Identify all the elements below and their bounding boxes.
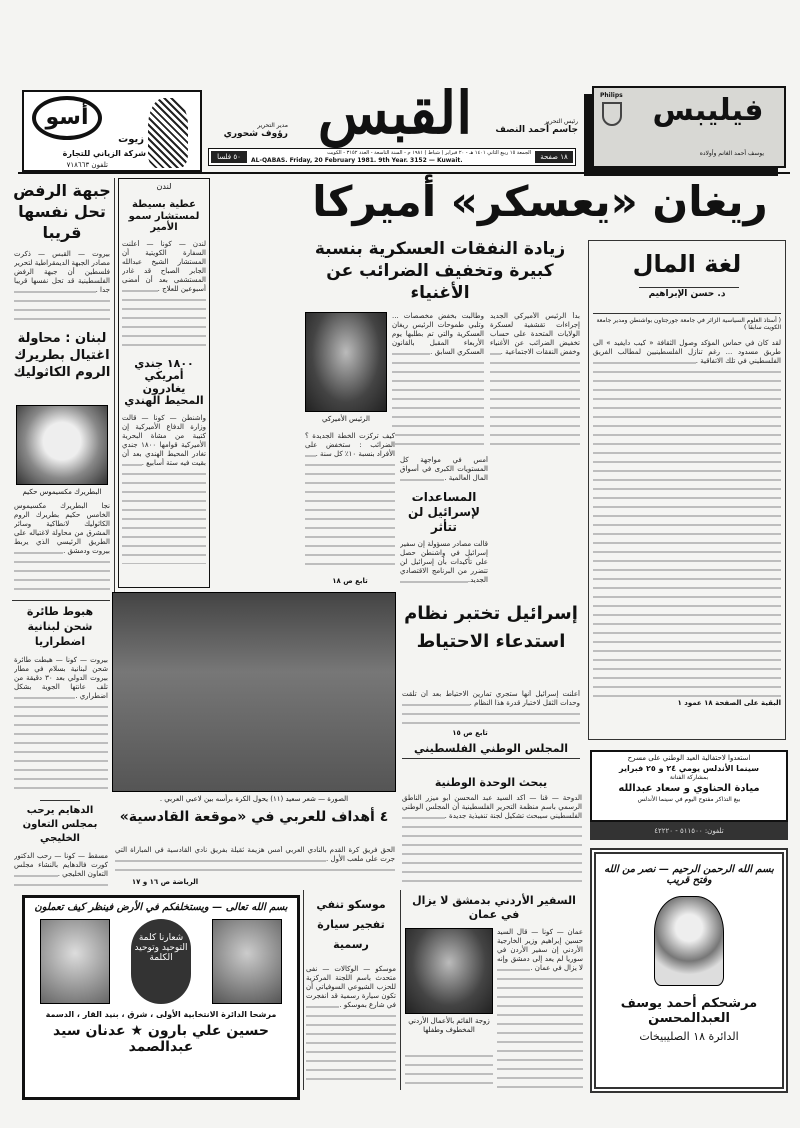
lead-text-4: أمس في مواجهة كل المستويات الكبرى في أسواق المال العالمية . [400,456,488,482]
lead-subhead: زيادة النفقات العسكرية بنسبة كبيرة وتخفيف الضرائب عن الأغنياء [314,239,566,303]
oils-product: زيوت [118,134,144,145]
pnc-body [402,794,582,886]
candidate-district: الدائرة ١٨ الصليبيخات [639,1030,739,1043]
election-slogan: شعارنا كلمة التوحيد وتوحيد الكلمة [131,919,191,1004]
masthead [18,79,790,174]
column-title: لغة المال [632,250,742,278]
date-arabic: الجمعة ١٥ ربيع الثاني ١٤٠١ هـ - ٢٠ فبراير ( شباط ) ١٩٨١ م - السنة التاسعة - العدد ٣١٥٢ - الكويت [327,150,531,156]
election-verse: بسم الله تعالى — ويستخلفكم في الأرض فينظر كيف تعملون [34,902,288,913]
reagan-photo [305,312,387,412]
lebanon-text: نجا البطريرك مكسيموس الخامس حكيم بطريرك الروم الكاثوليك لانطاكية وسائر المشرق من محاولة لاغتياله على الطريق الرئيسي الذي يربط بيروت ودمشق . [14,502,110,555]
date-english: AL-QABAS. Friday, 20 February 1981. 9th Year. 3152 — Kuwait. [251,157,463,164]
cinema-line4: بيع التذاكر مفتوح اليوم في سينما الأندلس [637,796,741,803]
london-kicker: لندن [156,182,172,191]
candidate-photo-2 [40,919,110,1004]
lebanon-body [14,502,110,597]
philips-ad [592,86,786,168]
israel-headline: إسرائيل تختبر نظام استدعاء الاحتياط [404,603,578,652]
jordan-headline: السفير الأردني بدمشق لا يزال في عمان [412,894,576,921]
jordan-body [497,928,583,1088]
plane-body [14,656,108,796]
pnc-subhead: يبحث الوحدة الوطنية [434,776,548,789]
money-column [588,240,786,740]
jordan-body-2 [405,1050,493,1090]
oils-phone: تلفون ٧١٨٦٦٣ [66,161,108,169]
moscow-headline: موسكو تنفي تفجير سيارة رسمية [316,898,386,951]
london-box [118,178,210,588]
editor-in-chief-label: رئيس التحرير [544,118,578,125]
election-ad [22,895,300,1100]
lead-text-2: وطالبت بخفض مخصصات ... وتلبي طموحات الرئيس ريغان العسكرية والتي تم بطلبها يوم الأربعاء المقبل بالقانون العسكري السابق . [392,312,484,356]
candidate-name: مرشحكم أحمد يوسف العبدالمحسن [620,996,758,1026]
candidate-photo-1 [212,919,282,1004]
troops-body [122,414,206,564]
gcc-text: مسقط — كونا — رحب الدكتور كورت فالدهايم بالنشاء مجلس التعاون الخليجي . [14,852,108,878]
candidate-verse: بسم الله الرحمن الرحيم — نصر من الله وفتح قريب [604,864,774,886]
dateline-strip [208,148,576,166]
cinema-line1: استعدوا لاحتفالية العيد الوطني على مسرح [627,754,751,762]
editor-in-chief-name: جاسم أحمد النصف [495,125,578,135]
jordan-photo [405,928,493,1014]
jordan-photo-caption: زوجة القائم بالأعمال الأردني المخطوف وطفلها [408,1017,490,1034]
cinema-ad [590,750,788,822]
sports-body [115,846,395,876]
page-count-badge: ١٨ صفحة [535,151,573,163]
oils-company: شركة الزياني للتجارة [62,149,146,158]
managing-editor-label: مدير التحرير [257,122,288,129]
cinema-phone-bar: تلفون: ٥١١٥٠٠ - ٤٢٢٢٠ [590,822,788,840]
sports-headline: ٤ أهداف للعربي في «موقعة القادسية» [119,809,389,825]
election-district: مرشحا الدائرة الانتخابية الأولى ، شرق ، بنيد القار ، الدسمة [45,1010,277,1019]
plane-headline: هبوط طائرة شحن لبنانية اضطراريا [26,605,94,648]
israel-text: أعلنت إسرائيل أنها ستجري تمارين الاحتياط بعد أن تلقت وحدات الثقل لاختبار قدرة هذا النظام . [402,690,580,707]
troops-text: واشنطن — كونا — قالت وزارة الدفاع الأميركية إن كتيبة من مشاة البحرية الأميركية قوامها ١٨٠٠ جندي تغادر المحيط الهندي بعد أن بقيت فيه ستة أسابيع . [122,414,206,468]
football-caption: الصورة — شعر سعيد (١١) يحول الكرة برأسه بين لاعبي العربي . [159,795,349,803]
pnc-text: الدوحة — قنا — أكد السيد عبد المحسن أبو ميزر الناطق الرسمي باسم منظمة التحرير الفلسطينية أن المجلس الوطني الفلسطيني سيبحث تشكيل لجنة تنفيذية جديدة . [402,794,582,820]
cinema-line3: بمشاركة الفنانة [669,774,709,781]
philips-wordmark: Philips [600,92,623,99]
lead-body-4 [400,456,488,486]
reagan-photo-caption: الرئيس الأميركي [322,415,370,423]
lead-text-3: كيف تركزت الخطة الجديدة ؟ الضرائب : ستخفض على الأفراد بنسبة ١٠٪ كل سنة . [305,432,395,458]
oils-logo: أسو [32,96,102,140]
lead-text-1: بدأ الرئيس الأميركي الجديد إجراءات تقشفية لعسكرة الولايات المتحدة على حساب تخفيض الضرائب عن الأغنياء وخفض النفقات الاجتماعية . [490,312,580,356]
lead-body-2 [392,312,484,452]
lebanon-headline: لبنان : محاولة اغتيال بطريرك الروم الكاثوليك [13,331,111,380]
rejection-body [14,250,110,325]
troops-headline: ١٨٠٠ جندي أمريكي يغادرون المحيط الهندي [124,356,204,408]
candidate-ad [590,848,788,1093]
london-body [122,240,206,350]
jordan-text: عمان — كونا — قال السيد حسين إبراهيم وزير الخارجية الأردني إن سفير الأردن في سوريا لم يعد إلى دمشق وإنه لا يزال في عمان . [497,928,583,972]
london-text: لندن — كونا — أعلنت السفارة الكويتية أن المستشار الشيخ عبدالله الجابر الصباح قد غادر المستشفى بعد أن أمضى أسبوعين للعلاج . [122,239,206,293]
gcc-body [14,852,108,888]
column-text: لقد كان في حماس المؤكد وصول الثقافة « كيب دايفيد » الى طريق مسدود ... رغم تنازل الفلسطينيين لمطالب الفريق الفلسطيني في تلك الاتفاقية . [593,338,781,365]
cinema-stars: ميادة الحناوي و سعاد عبدالله [618,783,760,794]
sports-continued: الرياضة ص ١٦ و ١٧ [131,878,199,886]
price-badge: ٥٠ فلسا [211,151,247,163]
plane-text: بيروت — كونا — هبطت طائرة شحن لبنانية بسلام في مطار بيروت الدولي بعد ٣٠ دقيقة من تلف عانتها الجوية بشكل اضطراري . [14,656,108,700]
newspaper-logo: القبس [317,79,473,147]
aid-text: قالت مصادر مسؤولة إن سفير إسرائيل في واشنطن حصل على تأكيدات بأن إسرائيل لن تتضرر من البرنامج الاقتصادي الجديد. [400,540,488,584]
sports-text: الحق فريق كرة القدم بالنادي العربي أمس هزيمة ثقيلة بفريق نادي القادسية في المباراة التي جرت على ملعب الأول . [115,846,395,863]
philips-dealer: يوسف أحمد الغانم وأولاده [699,150,764,157]
pnc-headline: المجلس الوطني الفلسطيني [402,742,580,759]
london-headline: عطية بسيطة لمستشار سمو الأمير [128,199,200,233]
rejection-headline: جبهة الرفض تحل نفسها قريبا [13,181,111,242]
lead-body-3 [305,432,395,572]
patriarch-caption: البطريرك مكسيموس حكيم [22,488,102,496]
editor-in-chief [494,118,578,135]
aid-headline: المساعدات لإسرائيل لن تتأثر [408,490,480,534]
managing-editor-name: رؤوف شحوري [223,129,288,139]
israel-continued: تابع ص ١٥ [452,729,488,737]
managing-editor [208,122,288,139]
moscow-body [306,965,396,1085]
election-names: حسين علي بارون ★ عدنان سيد عبدالصمد [53,1023,269,1055]
lead-body-1 [490,312,580,452]
israel-body [402,690,580,726]
column-author-note: ( أستاذ العلوم السياسية الزائر في جامعة جورجتاون بواشنطن ومدير جامعة الكويت سابقا ) [593,313,781,331]
cinema-line2: سينما الأندلس يومي ٢٤ و ٢٥ فبراير [619,764,759,773]
philips-brand: فيليبس [652,93,764,128]
column-author: د. حسن الإبراهيم [648,288,726,299]
mascot-icon [148,98,188,168]
football-photo [112,592,396,792]
oils-ad [22,90,202,172]
philips-shield-icon [602,102,622,126]
lead-headline: ريغان «يعسكر» أميركا [312,177,768,226]
rejection-text: بيروت — القبس — ذكرت مصادر الجبهة الديمقراطية لتحرير فلسطين أن جبهة الرفض الفلسطينية قد تحل نفسها قريبا جدا . [14,250,110,294]
column-body [593,339,781,699]
aid-body [400,540,488,590]
moscow-text: موسكو — الوكالات — نفى متحدث باسم اللجنة المركزية للحزب الشيوعي السوفياتي أن تكون سيارة رسمية قد انفجرت في شارع بموسكو . [306,965,396,1009]
gcc-headline: الدهايم يرحب بمجلس التعاون الخليجي [22,805,98,844]
patriarch-photo [16,405,108,485]
column-continued: البقية على الصفحة ١٨ عمود ١ [677,698,781,707]
candidate-photo [654,896,724,986]
lead-continued: تابع ص ١٨ [332,577,368,585]
